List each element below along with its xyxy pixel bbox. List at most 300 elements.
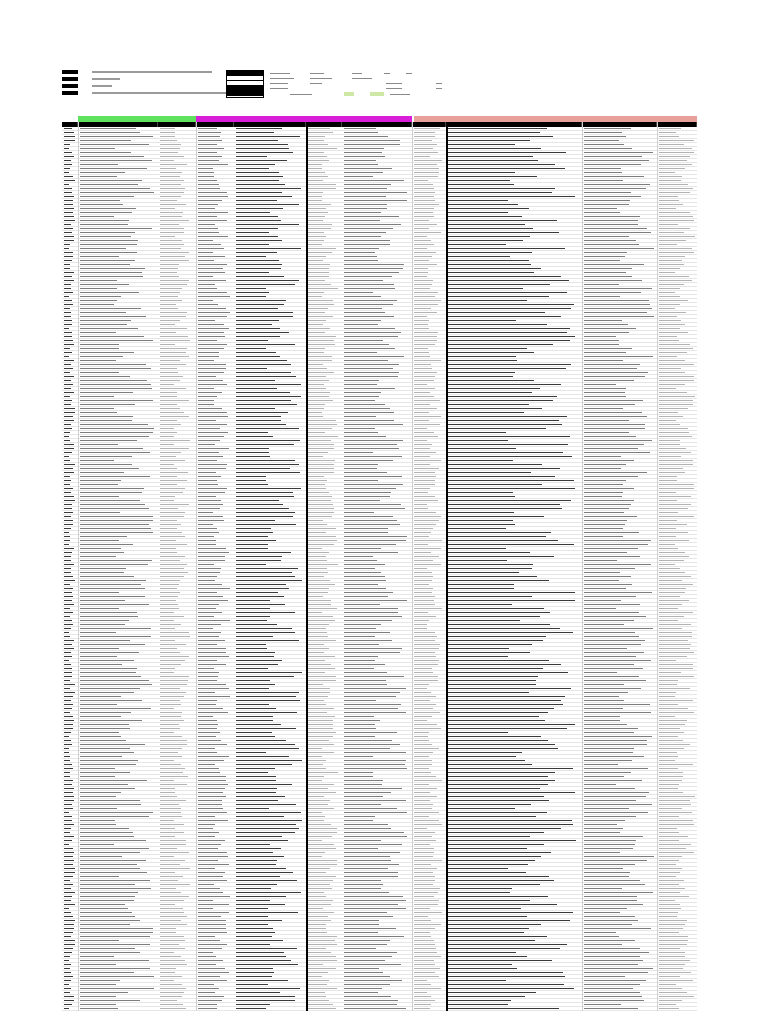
table-cell[interactable] [236,644,266,645]
table-cell[interactable] [64,176,73,177]
table-cell[interactable] [584,1000,644,1001]
table-cell[interactable] [584,716,620,717]
table-cell[interactable] [236,144,288,145]
table-cell[interactable] [414,848,434,849]
table-cell[interactable] [448,460,513,461]
table-cell[interactable] [198,276,213,277]
table-cell[interactable] [236,748,299,749]
table-cell[interactable] [64,288,71,289]
table-cell[interactable] [198,956,216,957]
table-cell[interactable] [448,544,574,545]
table-cell[interactable] [448,920,570,921]
table-cell[interactable] [414,244,434,245]
table-cell[interactable] [308,340,334,341]
table-cell[interactable] [344,912,387,913]
table-cell[interactable] [659,928,683,929]
table-cell[interactable] [160,216,182,217]
table-cell[interactable] [659,852,694,853]
table-cell[interactable] [64,544,69,545]
table-cell[interactable] [80,252,137,253]
table-cell[interactable] [584,940,635,941]
table-cell[interactable] [584,388,626,389]
table-cell[interactable] [448,424,562,425]
table-cell[interactable] [64,212,73,213]
table-cell[interactable] [160,508,178,509]
table-cell[interactable] [584,828,623,829]
table-cell[interactable] [659,836,688,837]
table-cell[interactable] [659,780,682,781]
table-cell[interactable] [414,168,439,169]
table-cell[interactable] [344,1008,406,1009]
table-cell[interactable] [236,428,299,429]
table-cell[interactable] [584,696,619,697]
table-cell[interactable] [80,892,138,893]
table-cell[interactable] [584,184,650,185]
table-cell[interactable] [448,508,562,509]
table-cell[interactable] [414,916,428,917]
table-cell[interactable] [236,168,269,169]
table-cell[interactable] [236,612,295,613]
table-cell[interactable] [414,532,431,533]
table-cell[interactable] [64,220,75,221]
table-cell[interactable] [160,264,179,265]
table-cell[interactable] [236,380,275,381]
table-cell[interactable] [584,1004,621,1005]
table-cell[interactable] [448,320,516,321]
table-cell[interactable] [80,528,151,529]
table-cell[interactable] [64,624,73,625]
table-cell[interactable] [659,244,677,245]
table-cell[interactable] [80,448,143,449]
table-cell[interactable] [160,244,184,245]
table-cell[interactable] [198,308,226,309]
table-cell[interactable] [80,824,116,825]
table-cell[interactable] [160,776,188,777]
table-cell[interactable] [80,820,115,821]
table-cell[interactable] [160,520,177,521]
table-cell[interactable] [414,764,432,765]
table-cell[interactable] [160,584,179,585]
table-cell[interactable] [80,328,138,329]
table-cell[interactable] [414,888,440,889]
table-cell[interactable] [344,336,398,337]
table-cell[interactable] [584,180,623,181]
table-cell[interactable] [659,812,692,813]
table-cell[interactable] [659,392,687,393]
table-cell[interactable] [236,972,274,973]
table-cell[interactable] [659,200,679,201]
table-cell[interactable] [160,896,189,897]
table-cell[interactable] [584,340,619,341]
table-cell[interactable] [64,568,71,569]
table-cell[interactable] [64,960,69,961]
table-cell[interactable] [414,368,432,369]
table-cell[interactable] [80,196,134,197]
table-cell[interactable] [414,624,427,625]
table-cell[interactable] [414,940,434,941]
table-cell[interactable] [344,608,398,609]
table-cell[interactable] [414,472,435,473]
table-cell[interactable] [308,400,333,401]
table-cell[interactable] [64,752,69,753]
table-cell[interactable] [64,828,71,829]
table-cell[interactable] [80,344,119,345]
table-cell[interactable] [160,280,189,281]
table-cell[interactable] [344,588,386,589]
table-cell[interactable] [414,548,441,549]
table-cell[interactable] [80,908,128,909]
table-cell[interactable] [160,604,178,605]
table-cell[interactable] [659,636,692,637]
table-cell[interactable] [198,832,219,833]
table-cell[interactable] [160,924,187,925]
table-cell[interactable] [80,928,153,929]
table-cell[interactable] [414,184,433,185]
table-cell[interactable] [236,716,273,717]
table-cell[interactable] [236,724,281,725]
table-cell[interactable] [308,612,322,613]
table-cell[interactable] [584,456,621,457]
table-cell[interactable] [448,632,573,633]
table-cell[interactable] [448,284,550,285]
table-cell[interactable] [160,580,180,581]
table-cell[interactable] [236,636,273,637]
table-cell[interactable] [659,476,677,477]
table-cell[interactable] [344,820,373,821]
table-cell[interactable] [64,524,73,525]
table-cell[interactable] [308,844,334,845]
table-cell[interactable] [236,348,266,349]
table-cell[interactable] [584,396,626,397]
table-cell[interactable] [80,900,134,901]
table-cell[interactable] [236,796,285,797]
table-cell[interactable] [236,448,269,449]
table-cell[interactable] [308,184,336,185]
table-cell[interactable] [584,920,638,921]
table-cell[interactable] [344,744,400,745]
table-cell[interactable] [160,540,176,541]
table-cell[interactable] [80,184,138,185]
table-cell[interactable] [80,648,119,649]
table-cell[interactable] [344,604,380,605]
table-cell[interactable] [448,316,561,317]
table-cell[interactable] [236,868,286,869]
table-cell[interactable] [236,408,275,409]
table-cell[interactable] [659,212,690,213]
table-cell[interactable] [448,504,560,505]
table-cell[interactable] [308,656,335,657]
table-cell[interactable] [64,376,74,377]
table-cell[interactable] [414,412,429,413]
table-cell[interactable] [198,756,229,757]
table-cell[interactable] [160,196,181,197]
table-cell[interactable] [308,348,325,349]
table-cell[interactable] [198,932,227,933]
table-cell[interactable] [448,412,524,413]
table-cell[interactable] [659,888,685,889]
table-cell[interactable] [198,240,213,241]
table-cell[interactable] [198,688,229,689]
table-cell[interactable] [344,400,375,401]
table-cell[interactable] [308,984,327,985]
table-cell[interactable] [659,960,690,961]
table-cell[interactable] [414,372,437,373]
table-cell[interactable] [236,588,289,589]
table-cell[interactable] [160,780,174,781]
table-cell[interactable] [344,908,406,909]
table-cell[interactable] [414,316,427,317]
table-cell[interactable] [236,440,300,441]
table-cell[interactable] [414,580,432,581]
table-cell[interactable] [236,660,282,661]
table-cell[interactable] [308,636,328,637]
table-cell[interactable] [584,296,620,297]
table-cell[interactable] [198,868,215,869]
table-cell[interactable] [344,920,379,921]
table-cell[interactable] [80,760,138,761]
table-cell[interactable] [659,716,675,717]
table-cell[interactable] [80,980,120,981]
table-cell[interactable] [64,256,73,257]
table-cell[interactable] [584,332,629,333]
table-cell[interactable] [198,392,222,393]
table-cell[interactable] [80,592,119,593]
table-cell[interactable] [308,420,336,421]
table-cell[interactable] [448,560,507,561]
table-cell[interactable] [448,392,532,393]
table-cell[interactable] [64,456,69,457]
table-cell[interactable] [659,300,688,301]
table-cell[interactable] [659,260,682,261]
table-cell[interactable] [308,580,330,581]
table-cell[interactable] [80,920,140,921]
table-cell[interactable] [448,416,567,417]
table-cell[interactable] [659,484,694,485]
table-cell[interactable] [414,300,441,301]
table-cell[interactable] [344,500,380,501]
table-cell[interactable] [308,872,326,873]
table-cell[interactable] [659,776,683,777]
table-cell[interactable] [80,992,128,993]
table-cell[interactable] [448,388,540,389]
table-cell[interactable] [198,800,222,801]
table-cell[interactable] [448,808,515,809]
table-cell[interactable] [160,200,177,201]
table-cell[interactable] [414,224,437,225]
table-cell[interactable] [308,788,328,789]
table-cell[interactable] [64,780,73,781]
table-cell[interactable] [236,648,267,649]
table-cell[interactable] [448,972,563,973]
table-cell[interactable] [344,876,398,877]
table-cell[interactable] [198,396,217,397]
table-cell[interactable] [308,452,328,453]
table-cell[interactable] [308,660,325,661]
table-cell[interactable] [448,572,519,573]
table-cell[interactable] [80,240,138,241]
table-cell[interactable] [198,656,229,657]
table-cell[interactable] [64,384,73,385]
table-cell[interactable] [659,908,681,909]
table-cell[interactable] [198,916,221,917]
table-cell[interactable] [64,868,75,869]
table-cell[interactable] [80,656,117,657]
table-cell[interactable] [236,812,301,813]
table-cell[interactable] [344,728,376,729]
table-cell[interactable] [160,556,185,557]
table-cell[interactable] [584,880,640,881]
table-cell[interactable] [414,392,430,393]
table-cell[interactable] [236,832,295,833]
table-cell[interactable] [160,768,185,769]
table-cell[interactable] [584,188,646,189]
table-cell[interactable] [448,444,568,445]
table-cell[interactable] [64,816,72,817]
table-cell[interactable] [64,204,73,205]
table-cell[interactable] [659,916,677,917]
table-cell[interactable] [659,128,681,129]
table-cell[interactable] [584,980,646,981]
table-cell[interactable] [64,240,74,241]
table-cell[interactable] [659,824,694,825]
table-cell[interactable] [659,668,693,669]
table-cell[interactable] [414,864,431,865]
table-cell[interactable] [160,960,185,961]
table-cell[interactable] [308,584,335,585]
table-cell[interactable] [64,196,74,197]
table-cell[interactable] [198,704,216,705]
table-cell[interactable] [344,356,404,357]
table-cell[interactable] [160,484,177,485]
table-cell[interactable] [659,884,679,885]
table-cell[interactable] [584,248,654,249]
table-cell[interactable] [448,1000,511,1001]
table-cell[interactable] [414,728,441,729]
table-cell[interactable] [80,684,152,685]
table-cell[interactable] [344,996,391,997]
table-cell[interactable] [80,616,138,617]
table-cell[interactable] [236,840,288,841]
table-cell[interactable] [344,660,375,661]
table-cell[interactable] [584,928,651,929]
table-cell[interactable] [584,832,620,833]
table-cell[interactable] [584,532,639,533]
table-cell[interactable] [584,140,619,141]
table-cell[interactable] [659,588,686,589]
table-cell[interactable] [448,288,523,289]
table-cell[interactable] [80,844,114,845]
table-cell[interactable] [414,164,437,165]
table-cell[interactable] [64,128,72,129]
table-cell[interactable] [344,240,390,241]
table-cell[interactable] [308,768,326,769]
table-cell[interactable] [584,900,637,901]
table-cell[interactable] [64,468,73,469]
table-cell[interactable] [344,320,381,321]
table-cell[interactable] [414,872,433,873]
table-cell[interactable] [414,696,436,697]
table-cell[interactable] [80,584,141,585]
table-cell[interactable] [659,848,686,849]
table-cell[interactable] [198,144,217,145]
table-cell[interactable] [344,300,397,301]
table-cell[interactable] [584,412,642,413]
table-cell[interactable] [584,460,634,461]
table-cell[interactable] [236,680,270,681]
table-cell[interactable] [80,380,147,381]
table-cell[interactable] [414,148,433,149]
table-cell[interactable] [414,324,428,325]
table-cell[interactable] [414,988,441,989]
table-cell[interactable] [414,364,431,365]
table-cell[interactable] [160,296,178,297]
table-cell[interactable] [236,584,286,585]
table-cell[interactable] [659,988,682,989]
table-cell[interactable] [659,228,690,229]
table-cell[interactable] [308,648,329,649]
table-cell[interactable] [80,496,119,497]
table-cell[interactable] [64,600,72,601]
table-cell[interactable] [160,660,185,661]
table-cell[interactable] [344,988,382,989]
table-cell[interactable] [659,296,680,297]
table-cell[interactable] [80,956,114,957]
table-cell[interactable] [659,400,693,401]
table-cell[interactable] [80,156,144,157]
table-cell[interactable] [414,248,427,249]
table-cell[interactable] [448,892,510,893]
table-cell[interactable] [308,168,322,169]
table-cell[interactable] [80,876,119,877]
table-cell[interactable] [344,1004,397,1005]
table-cell[interactable] [236,308,278,309]
table-cell[interactable] [236,156,267,157]
table-cell[interactable] [80,384,151,385]
table-cell[interactable] [236,1004,270,1005]
table-cell[interactable] [448,836,530,837]
table-cell[interactable] [160,788,175,789]
table-cell[interactable] [80,548,121,549]
table-cell[interactable] [308,308,328,309]
table-cell[interactable] [584,588,626,589]
table-cell[interactable] [236,920,282,921]
table-cell[interactable] [584,308,652,309]
table-cell[interactable] [659,452,691,453]
table-cell[interactable] [64,804,72,805]
table-cell[interactable] [344,288,395,289]
table-cell[interactable] [198,764,215,765]
table-cell[interactable] [80,880,150,881]
table-cell[interactable] [80,544,133,545]
table-cell[interactable] [448,648,509,649]
table-cell[interactable] [80,268,145,269]
table-cell[interactable] [198,724,218,725]
table-cell[interactable] [80,704,117,705]
table-cell[interactable] [414,752,433,753]
table-cell[interactable] [160,712,182,713]
table-cell[interactable] [160,344,175,345]
table-cell[interactable] [584,904,643,905]
table-cell[interactable] [344,780,383,781]
table-cell[interactable] [659,292,675,293]
table-cell[interactable] [236,784,292,785]
table-cell[interactable] [160,132,175,133]
table-cell[interactable] [584,488,634,489]
table-cell[interactable] [236,252,277,253]
table-cell[interactable] [414,160,442,161]
table-cell[interactable] [236,464,299,465]
table-cell[interactable] [198,836,215,837]
